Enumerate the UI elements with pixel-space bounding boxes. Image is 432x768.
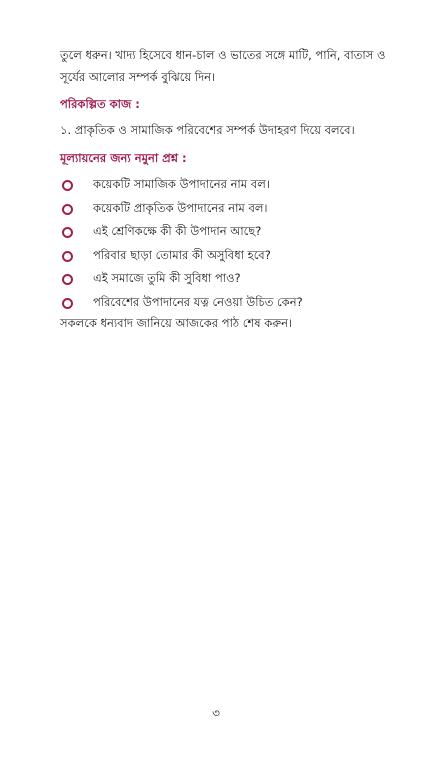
question-item — [60, 198, 303, 222]
question-text: এই শ্রেণিকক্ষে কী কী উপাদান আছে? — [93, 224, 262, 239]
circle-bullet-icon — [62, 227, 73, 238]
question-text: এই সমাজে তুমি কী সুবিধা পাও? — [93, 271, 241, 286]
question-item — [60, 268, 303, 292]
circle-bullet-icon — [62, 298, 73, 309]
page-number: ৩ — [212, 706, 220, 720]
circle-bullet-icon — [62, 251, 73, 262]
question-item — [60, 174, 303, 198]
planned-work-item: ১. প্রাকৃতিক ও সামাজিক পরিবেশের সম্পর্ক উদাহরণ দিয়ে বলবে। — [60, 123, 355, 137]
question-item — [60, 221, 303, 245]
question-list — [60, 174, 303, 315]
circle-bullet-icon — [62, 180, 73, 191]
intro-paragraph: তুলে ধরুন। খাদ্য হিসেবে ধান-চাল ও ভাতের সঙ্গে মাটি, পানি, বাতাস ও সূর্যের আলোর সম্পর্ক বুঝিয়ে দিন। — [60, 48, 386, 84]
question-text: পরিবেশের উপাদানের যত্ন নেওয়া উচিত কেন? — [93, 294, 303, 309]
circle-bullet-icon — [62, 274, 73, 285]
planned-work-heading: পরিকল্পিত কাজ : — [60, 97, 140, 111]
circle-bullet-icon — [62, 204, 73, 215]
question-item — [60, 245, 303, 269]
closing-paragraph: সকলকে ধন্যবাদ জানিয়ে আজকের পাঠ শেষ করুন। — [60, 316, 293, 330]
question-text: পরিবার ছাড়া তোমার কী অসুবিধা হবে? — [93, 247, 271, 262]
question-text: কয়েকটি প্রাকৃতিক উপাদানের নাম বল। — [93, 200, 268, 215]
question-text: কয়েকটি সামাজিক উপাদানের নাম বল। — [93, 177, 270, 192]
evaluation-heading: মূল্যায়নের জন্য নমুনা প্রশ্ন : — [60, 151, 187, 165]
